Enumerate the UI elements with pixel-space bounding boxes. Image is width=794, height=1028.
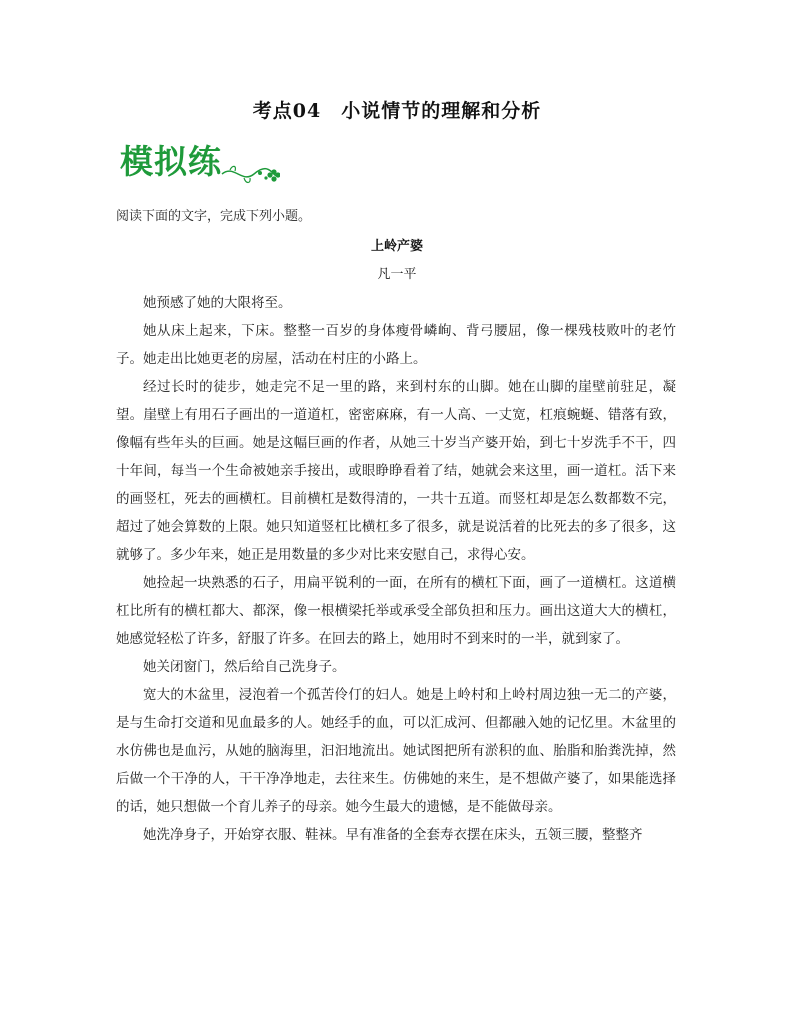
- paragraph: 她关闭窗门，然后给自己洗身子。: [143, 659, 346, 675]
- story-body: [116, 289, 676, 849]
- paragraph: 经过长时的徒步，她走完不足一里的路，来到村东的山脚。她在山脚的崖壁前驻足，凝望。崖壁上有用石子画出的一道道杠，密密麻麻，有一人高、一丈宽，杠痕蜿蜒、错落有致，像幅有些年头的巨画。她是这幅巨画的作者，从她三十岁当产婆开始，到七十岁洗手不干，四十年间，每当一个生命被她亲手接出，或眼睁睁看着了结，她就会来这里，画一道杠。活下来的画竖杠，死去的画横杠。目前横杠是数得清的，一共十五道。而竖杠却是怎么数都数不完，超过了她会算数的上限。她只知道竖杠比横杠多了很多，就是说活着的比死去的多了很多，这就够了。多少年来，她正是用数量的多少对比来安慰自己，求得心安。: [116, 379, 676, 563]
- paragraph: 宽大的木盆里，浸泡着一个孤苦伶仃的妇人。她是上岭村和上岭村周边独一无二的产婆，是与生命打交道和见血最多的人。她经手的血，可以汇成河、但都融入她的记忆里。木盆里的水仿佛也是血污，从她的脑海里，汩汩地流出。她试图把所有淤积的血、胎脂和胎粪洗掉，然后做一个干净的人，干干净净地走，去往来生。仿佛她的来生，是不想做产婆了，如果能选择的话，她只想做一个育儿养子的母亲。她今生最大的遗憾，是不能做母亲。: [116, 687, 676, 815]
- story-title: 上岭产婆: [370, 239, 423, 254]
- badge-label: 模拟练: [120, 142, 222, 181]
- instruction-text: 阅读下面的文字，完成下列小题。: [116, 209, 312, 224]
- paragraph: 她捡起一块熟悉的石子，用扁平锐利的一面，在所有的横杠下面，画了一道横杠。这道横杠比所有的横杠都大、都深，像一根横梁托举或承受全部负担和压力。画出这道大大的横杠，她感觉轻松了许多，舒服了许多。在回去的路上，她用时不到来时的一半，就到家了。: [116, 575, 676, 647]
- paragraph: 她从床上起来，下床。整整一百岁的身体瘦骨嶙峋、背弓腰屈，像一棵残枝败叶的老竹子。她走出比她更老的房屋，活动在村庄的小路上。: [116, 323, 676, 367]
- practice-badge: [120, 140, 280, 190]
- paragraph: 她洗净身子，开始穿衣服、鞋袜。早有准备的全套寿衣摆在床头，五领三腰，整整齐: [143, 827, 643, 843]
- vine-decoration-icon: [220, 160, 280, 190]
- paragraph: 她预感了她的大限将至。: [143, 295, 292, 311]
- story-author: 凡一平: [377, 267, 417, 282]
- page-title: 考点04 小说情节的理解和分析: [252, 100, 542, 122]
